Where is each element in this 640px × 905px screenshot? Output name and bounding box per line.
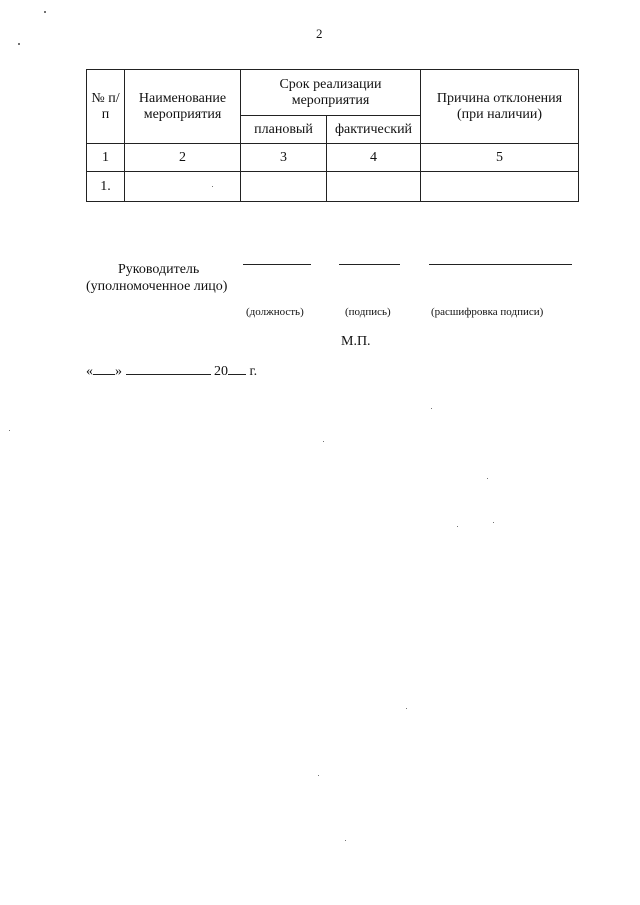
index-cell: 5 [421, 144, 579, 172]
row-planned-cell [241, 172, 327, 202]
scan-speck [457, 526, 458, 527]
scan-speck [345, 840, 346, 841]
index-cell: 1 [87, 144, 125, 172]
caption-position: (должность) [246, 306, 304, 318]
row-actual-cell [327, 172, 421, 202]
signatory-role-note: (уполномоченное лицо) [86, 279, 228, 294]
signatory-role: Руководитель [118, 262, 200, 277]
date-open-quote: « [86, 364, 93, 379]
stamp-label: М.П. [341, 334, 371, 349]
header-reason: Причина отклонения (при наличии) [421, 70, 579, 144]
caption-signature: (подпись) [345, 306, 391, 318]
scan-speck [487, 478, 488, 479]
scan-speck [9, 430, 10, 431]
row-reason-cell [421, 172, 579, 202]
year-prefix: 20 [214, 364, 228, 379]
scan-speck [212, 186, 213, 187]
date-close-quote: » [115, 364, 122, 379]
row-name-cell [125, 172, 241, 202]
year-suffix: г. [249, 364, 258, 379]
date-line [86, 362, 257, 380]
header-num: № п/п [87, 70, 125, 144]
caption-decoding: (расшифровка подписи) [431, 306, 544, 318]
month-blank [126, 362, 211, 375]
scan-speck [318, 775, 319, 776]
events-table [86, 69, 579, 202]
scan-speck [44, 11, 46, 13]
header-actual: фактический [327, 116, 421, 144]
year-blank [228, 362, 246, 375]
header-name: Наименование мероприятия [125, 70, 241, 144]
scan-speck [431, 408, 432, 409]
scan-speck [493, 522, 494, 523]
index-cell: 2 [125, 144, 241, 172]
page-number: 2 [316, 26, 323, 41]
day-blank [93, 362, 115, 375]
scan-speck [406, 708, 407, 709]
scan-speck [323, 441, 324, 442]
header-planned: плановый [241, 116, 327, 144]
index-row [87, 144, 579, 172]
index-cell: 3 [241, 144, 327, 172]
signature-line [339, 264, 400, 265]
scan-speck [18, 43, 20, 45]
position-line [243, 264, 311, 265]
table-row [87, 172, 579, 202]
row-number-cell: 1. [87, 172, 125, 202]
header-deadline-group: Срок реализации мероприятия [241, 70, 421, 116]
index-cell: 4 [327, 144, 421, 172]
decoding-line [429, 264, 572, 265]
